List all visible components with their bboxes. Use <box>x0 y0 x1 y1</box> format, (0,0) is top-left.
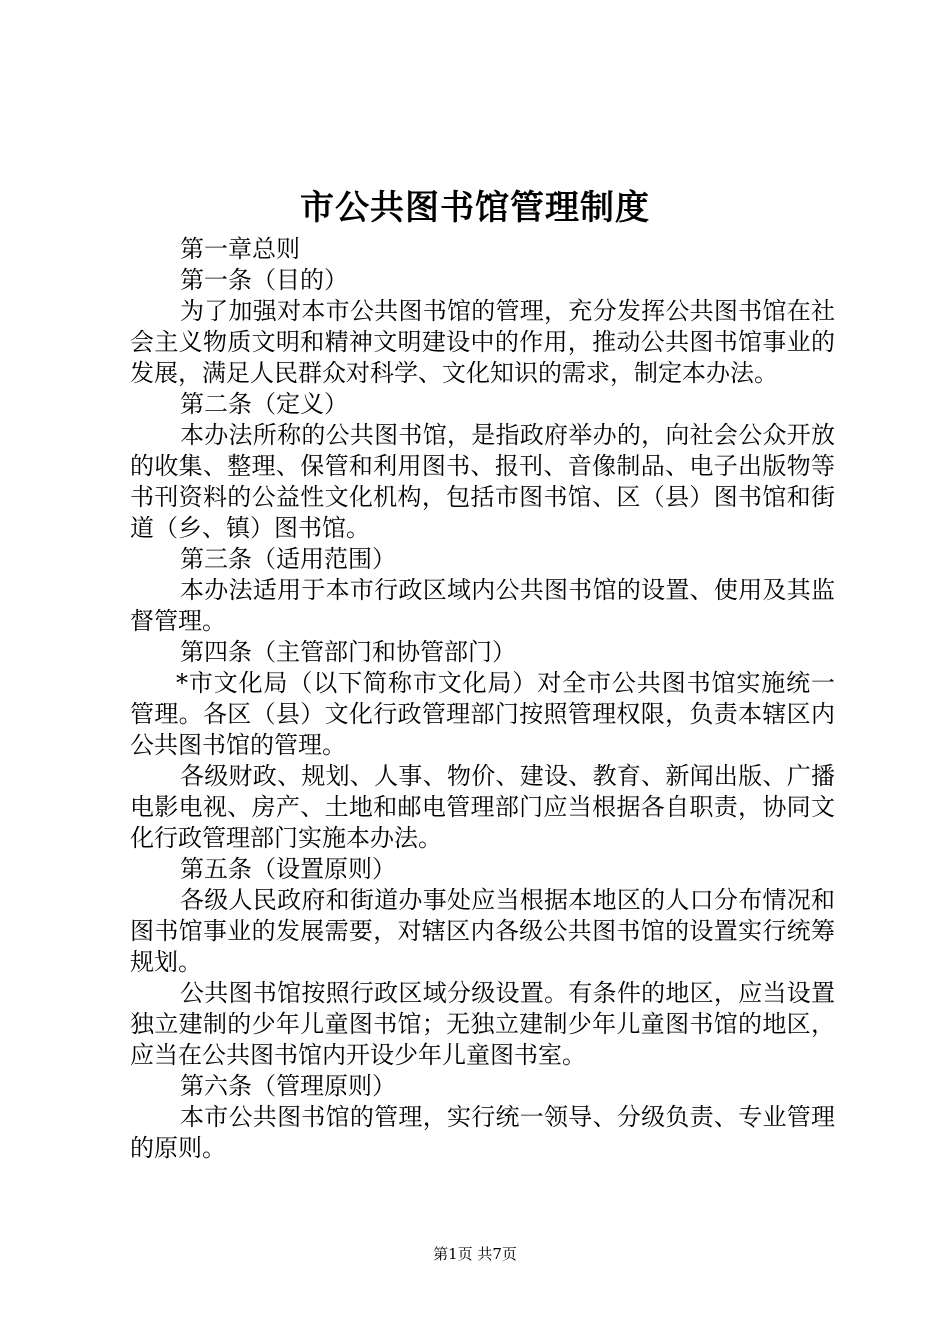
page-footer: 第1页 共7页 <box>433 1245 517 1263</box>
chapter-heading: 第一章总则 <box>180 235 300 263</box>
article-heading: 第四条（主管部门和协管部门） <box>180 638 516 666</box>
article-heading: 第五条（设置原则） <box>180 855 396 883</box>
document-title: 市公共图书馆管理制度 <box>300 188 650 228</box>
body-paragraph: 本办法所称的公共图书馆，是指政府举办的，向社会公众开放的收集、整理、保管和利用图书、报刊、音像制品、电子出版物等书刊资料的公益性文化机构，包括市图书馆、区（县）图书馆和街道（乡、镇）图书馆。 <box>130 421 835 542</box>
body-paragraph: 本办法适用于本市行政区域内公共图书馆的设置、使用及其监督管理。 <box>130 576 835 635</box>
body-paragraph: 本市公共图书馆的管理，实行统一领导、分级负责、专业管理的原则。 <box>130 1103 835 1162</box>
article-heading: 第一条（目的） <box>180 266 348 294</box>
body-paragraph: *市文化局（以下简称市文化局）对全市公共图书馆实施统一管理。各区（县）文化行政管理部门按照管理权限，负责本辖区内公共图书馆的管理。 <box>130 669 835 759</box>
body-paragraph: 各级财政、规划、人事、物价、建设、教育、新闻出版、广播电影电视、房产、土地和邮电管理部门应当根据各自职责，协同文化行政管理部门实施本办法。 <box>130 762 835 852</box>
body-paragraph: 各级人民政府和街道办事处应当根据本地区的人口分布情况和图书馆事业的发展需要，对辖区内各级公共图书馆的设置实行统筹规划。 <box>130 886 835 976</box>
article-heading: 第六条（管理原则） <box>180 1072 396 1100</box>
body-paragraph: 为了加强对本市公共图书馆的管理，充分发挥公共图书馆在社会主义物质文明和精神文明建设中的作用，推动公共图书馆事业的发展，满足人民群众对科学、文化知识的需求，制定本办法。 <box>130 297 835 387</box>
article-heading: 第三条（适用范围） <box>180 545 396 573</box>
body-paragraph: 公共图书馆按照行政区域分级设置。有条件的地区，应当设置独立建制的少年儿童图书馆；无独立建制少年儿童图书馆的地区，应当在公共图书馆内开设少年儿童图书室。 <box>130 979 835 1069</box>
document-body <box>130 234 835 1164</box>
article-heading: 第二条（定义） <box>180 390 348 418</box>
